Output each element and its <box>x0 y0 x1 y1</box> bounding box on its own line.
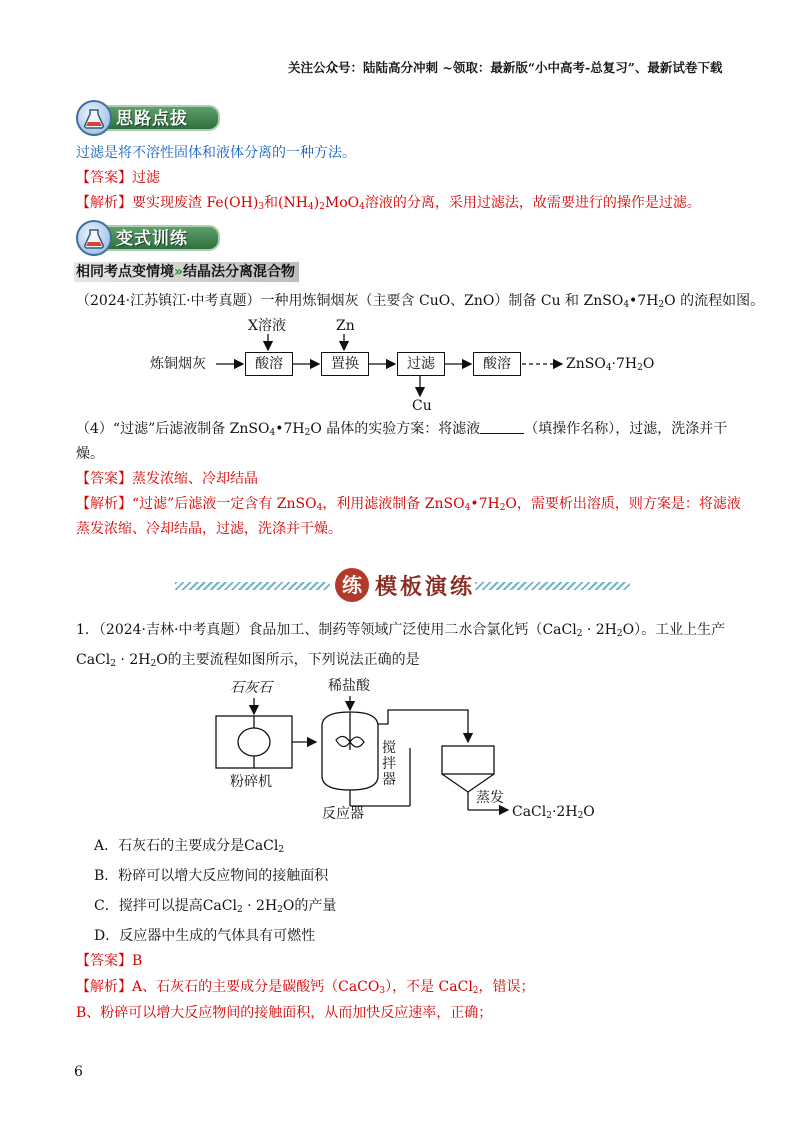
analysis-text: MoO <box>324 195 360 211</box>
analysis-line-2a <box>76 494 741 514</box>
answer-line-1 <box>76 168 160 188</box>
flow-input-x-solution: X溶液 <box>248 318 286 334</box>
label-crusher: 粉碎机 <box>230 774 272 790</box>
flask-icon <box>76 220 112 256</box>
formula-text: ·7H <box>611 356 638 372</box>
banner-title: 变式训练 <box>116 229 188 249</box>
tag-main: 相同考点变情境 <box>76 264 174 280</box>
option-b: B．粉碎可以增大反应物间的接触面积 <box>94 868 329 884</box>
seal-badge: 练 <box>335 568 369 602</box>
question-text: 的主要流程如图所示，下列说法正确的是 <box>167 652 420 668</box>
option-d: D．反应器中生成的气体具有可燃性 <box>94 928 316 944</box>
analysis-line-1 <box>76 193 701 213</box>
answer-line-3 <box>76 951 142 971</box>
formula-text: · 2H <box>242 898 278 914</box>
subscript: 2 <box>499 503 506 513</box>
analysis-text: “过滤”后滤液一定含有 ZnSO <box>132 496 317 512</box>
formula-text: CaCl <box>76 652 111 668</box>
subscript: 4 <box>269 428 276 438</box>
analysis-label: 【解析】 <box>76 979 132 995</box>
label-reactor: 反应器 <box>322 806 364 822</box>
subscript: 4 <box>464 503 471 513</box>
subscript: 2 <box>616 629 623 639</box>
analysis-line-3a <box>76 977 535 997</box>
q1-line-2 <box>76 650 420 670</box>
answer-value: B <box>132 953 143 969</box>
subscript: 2 <box>637 363 643 373</box>
label-evaporate: 蒸发 <box>476 790 504 806</box>
subscript: 2 <box>577 811 584 821</box>
answer-blank <box>480 419 524 434</box>
formula-text: CaCl <box>512 804 547 820</box>
flow-start: 炼铜烟灰 <box>150 356 206 372</box>
question-text: 1．（2024·吉林·中考真题）食品加工、制药等领域广泛使用二水合氯化钙（ <box>76 622 543 638</box>
formula-text: CaCl <box>244 838 279 854</box>
analysis-label: 【解析】 <box>76 496 132 512</box>
answer-value: 过滤 <box>132 170 160 186</box>
subscript: 4 <box>605 363 612 373</box>
subscript: 2 <box>546 811 552 821</box>
section-title-template-practice <box>175 568 625 604</box>
analysis-text: 溶液的分离，采用过滤法，故需要进行的操作是过滤。 <box>364 195 701 211</box>
label-stirrer: 搅拌器 <box>382 740 396 788</box>
question-text: （4）“过滤”后滤液制备 ZnSO <box>76 421 270 437</box>
decor-stripe-right <box>475 582 630 590</box>
subscript: 2 <box>319 202 325 212</box>
answer-line-2 <box>76 469 258 489</box>
subscript: 3 <box>379 986 386 996</box>
subscript: 4 <box>316 503 323 513</box>
analysis-line-3b: B、粉碎可以增大反应物间的接触面积，从而加快反应速率，正确； <box>76 1005 493 1021</box>
banner-title: 思路点拔 <box>116 109 188 129</box>
formula-text: O <box>156 652 168 668</box>
formula-text: O <box>583 804 595 820</box>
subscript: 2 <box>236 905 243 915</box>
label-limestone: 石灰石 <box>230 680 272 696</box>
option-a <box>94 836 284 856</box>
flow-box-acid-dissolve: 酸溶 <box>245 352 293 376</box>
answer-label: 【答案】 <box>76 170 132 186</box>
formula-text: O <box>642 356 655 372</box>
decor-stripe-left <box>175 582 330 590</box>
subscript: 4 <box>359 202 365 212</box>
question-text: （填操作名称），过滤，洗涤并干 <box>524 421 728 437</box>
flow-end-product <box>566 354 654 374</box>
subscript: 2 <box>304 428 311 438</box>
flow-input-zn: Zn <box>336 318 355 334</box>
process-diagram <box>210 676 610 826</box>
question-text: （2024·江苏镇江·中考真题）一种用炼铜烟灰（主要含 CuO、ZnO）制备 Cu 和 ZnSO <box>76 293 624 309</box>
question-stem <box>76 291 764 311</box>
double-arrow-icon: » <box>174 264 184 280</box>
option-text: A．石灰石的主要成分是 <box>94 838 245 854</box>
hint-text: 过滤是将不溶性固体和液体分离的一种方法。 <box>76 145 356 161</box>
analysis-text: O，需要析出溶质，则方案是：将滤液 <box>505 496 741 512</box>
flow-box-displace: 置换 <box>321 352 369 376</box>
answer-label: 【答案】 <box>76 471 132 487</box>
formula-text: ZnSO <box>566 356 606 372</box>
banner-thinking-hints <box>76 100 236 134</box>
analysis-text: 和(NH <box>264 195 308 211</box>
formula-text: O <box>282 898 295 914</box>
formula-text: · 2H <box>115 652 151 668</box>
analysis-text: ) <box>313 195 320 211</box>
subscript: 2 <box>110 659 116 669</box>
flask-icon <box>76 100 112 136</box>
option-text: 的产量 <box>294 898 337 914</box>
answer-label: 【答案】 <box>76 953 132 969</box>
question-text: ）。工业上生产 <box>634 622 726 638</box>
flow-diagram <box>150 316 670 416</box>
question-text: •7H <box>275 421 305 437</box>
option-text: C．搅拌可以提高 <box>94 898 203 914</box>
question-4-line-2: 燥。 <box>76 446 104 462</box>
subscript: 2 <box>278 845 285 855</box>
analysis-text: ，利用滤液制备 ZnSO <box>322 496 465 512</box>
analysis-label: 【解析】 <box>76 195 132 211</box>
tag-topic: 结晶法分离混合物 <box>183 264 296 280</box>
analysis-text: 要实现废渣 Fe(OH) <box>132 195 259 211</box>
banner-variant-practice <box>76 220 236 254</box>
question-text: O 晶体的实验方案：将滤液 <box>310 421 481 437</box>
analysis-text: ），不是 CaCl <box>385 979 473 995</box>
formula-text: O <box>622 622 635 638</box>
page-number: 6 <box>74 1064 83 1080</box>
subscript: 2 <box>150 659 157 669</box>
subscript: 4 <box>307 202 314 212</box>
analysis-text: ，错误； <box>478 979 535 995</box>
formula-text: CaCl <box>542 622 577 638</box>
subscript: 3 <box>258 202 265 212</box>
analysis-text: A、石灰石的主要成分是碳酸钙（CaCO <box>132 979 380 995</box>
section-title-text: 模板演练 <box>375 574 476 600</box>
flow-box-filter: 过滤 <box>397 352 445 376</box>
subscript: 4 <box>623 300 630 310</box>
option-c <box>94 896 336 916</box>
formula-text: ·2H <box>551 804 578 820</box>
label-dilute-hcl: 稀盐酸 <box>328 678 370 694</box>
page-header: 关注公众号：陆陆高分冲刺 ~领取：最新版“小中高考-总复习”、最新试卷下载 <box>288 60 723 75</box>
subscript: 2 <box>472 986 479 996</box>
formula-text: CaCl <box>202 898 237 914</box>
subscript: 2 <box>658 300 665 310</box>
flow-box-acid-dissolve-2: 酸溶 <box>473 352 521 376</box>
analysis-text: •7H <box>470 496 500 512</box>
topic-tag <box>74 262 299 282</box>
flow-output-cu: Cu <box>412 398 432 414</box>
subscript: 2 <box>277 905 283 915</box>
question-text: •7H <box>629 293 659 309</box>
label-product <box>512 802 595 822</box>
answer-value: 蒸发浓缩、冷却结晶 <box>132 471 258 487</box>
subscript: 2 <box>576 629 583 639</box>
question-text: O 的流程如图。 <box>664 293 765 309</box>
question-4-line-1 <box>76 419 727 439</box>
formula-text: · 2H <box>582 622 617 638</box>
q1-line-1 <box>76 620 725 640</box>
analysis-line-2b: 蒸发浓缩、冷却结晶，过滤，洗涤并干燥。 <box>76 521 342 537</box>
